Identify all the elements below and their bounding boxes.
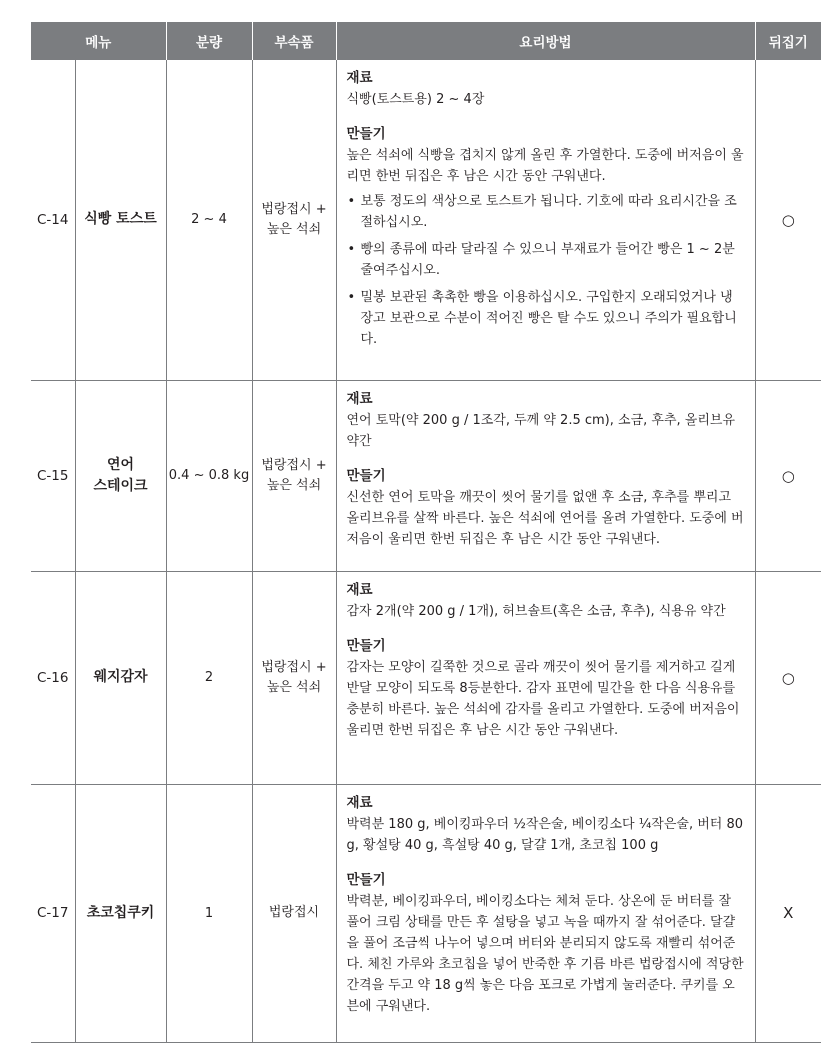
recipe-method xyxy=(336,60,755,380)
recipe-flip: ○ xyxy=(755,380,821,571)
ingredients-heading: 재료 xyxy=(346,70,373,86)
table-row xyxy=(31,380,821,571)
table-row xyxy=(31,60,821,380)
instructions-text: 신선한 연어 토막을 깨끗이 씻어 물기를 없앤 후 소금, 후추를 뿌리고 올리브유를 살짝 바른다. 높은 석쇠에 연어를 올려 가열한다. 도중에 버저음이 울리면 한번 뒤집은 후 남은 시간 동안 구워낸다. xyxy=(346,489,744,547)
header-flip: 뒤집기 xyxy=(755,22,821,60)
recipe-parts: 법랑접시 xyxy=(252,784,336,1042)
header-amount: 분량 xyxy=(166,22,252,60)
tip-item: • 빵의 종류에 따라 달라질 수 있으니 부재료가 들어간 빵은 1 ~ 2분 줄여주십시오. xyxy=(347,239,745,281)
tips-list xyxy=(347,191,745,350)
recipe-flip: ○ xyxy=(755,571,821,784)
table-header-row xyxy=(31,22,821,60)
ingredients-text: 연어 토막(약 200 g / 1조각, 두께 약 2.5 cm), 소금, 후추, 올리브유 약간 xyxy=(346,412,736,449)
instructions-text: 높은 석쇠에 식빵을 겹치지 않게 올린 후 가열한다. 도중에 버저음이 울리면 한번 뒤집은 후 남은 시간 동안 구워낸다. xyxy=(346,148,744,184)
header-method: 요리방법 xyxy=(336,22,755,60)
instructions-heading: 만들기 xyxy=(346,467,386,484)
recipe-method xyxy=(336,784,755,1042)
instructions-text: 감자는 모양이 길쭉한 것으로 골라 깨끗이 씻어 물기를 제거하고 길게 반달 모양이 되도록 8등분한다. 감자 표면에 밀간을 한 다음 식용유를 충분히 바른다. 높은 석쇠에 감자를 올리고 가열한다. 도중에 버저음이 울리면 한번 뒤집은 후 남은 시간 동안 구워낸다. xyxy=(346,659,740,738)
recipe-code: C-16 xyxy=(31,571,75,784)
recipe-amount: 2 xyxy=(166,571,252,784)
tip-item: • 밀봉 보관된 촉촉한 빵을 이용하십시오. 구입한지 오래되었거나 냉장고 보관으로 수분이 적어진 빵은 탈 수도 있으니 주의가 필요합니다. xyxy=(347,287,745,350)
ingredients-text: 식빵(토스트용) 2 ~ 4장 xyxy=(346,92,485,107)
ingredients-text: 박력분 180 g, 베이킹파우더 ½작은술, 베이킹소다 ¼작은술, 버터 80 g, 황설탕 40 g, 흑설탕 40 g, 달걀 1개, 초코칩 100 g xyxy=(346,816,744,853)
table-row xyxy=(31,571,821,784)
recipe-menu: 연어 스테이크 xyxy=(75,380,166,571)
recipe-amount: 1 xyxy=(166,784,252,1042)
recipe-menu: 초코칩쿠키 xyxy=(75,784,166,1042)
recipe-code: C-17 xyxy=(31,784,75,1042)
recipe-menu: 웨지감자 xyxy=(75,571,166,784)
instructions-text: 박력분, 베이킹파우더, 베이킹소다는 체쳐 둔다. 상온에 둔 버터를 잘 풀어 크림 상태를 만든 후 설탕을 넣고 녹을 때까지 잘 섞어준다. 달걀을 풀어 조금씩 나누어 넣으며 버터와 분리되지 않도록 재빨리 섞어준다. 체친 가루와 초코칩을 넣어 반죽한 후 기름 바른 법랑접시에 적당한 간격을 두고 약 18 g씩 놓은 다음 포크로 가볍게 눌러준다. 쿠키를 오븐에 구워낸다. xyxy=(346,893,744,1014)
header-parts: 부속품 xyxy=(252,22,336,60)
header-menu: 메뉴 xyxy=(31,22,166,60)
tip-item: • 보통 정도의 색상으로 토스트가 됩니다. 기호에 따라 요리시간을 조절하십시오. xyxy=(347,191,745,233)
recipe-flip: X xyxy=(755,784,821,1042)
ingredients-heading: 재료 xyxy=(346,390,373,407)
recipe-method xyxy=(336,380,755,571)
ingredients-text: 감자 2개(약 200 g / 1개), 허브솔트(혹은 소금, 후추), 식용유 약간 xyxy=(346,603,726,619)
recipe-menu: 식빵 토스트 xyxy=(75,60,166,380)
recipe-amount: 0.4 ~ 0.8 kg xyxy=(166,380,252,571)
recipe-flip: ○ xyxy=(755,60,821,380)
recipe-parts: 법랑접시 + 높은 석쇠 xyxy=(252,571,336,784)
recipe-parts: 법랑접시 + 높은 석쇠 xyxy=(252,60,336,380)
recipe-method xyxy=(336,571,755,784)
ingredients-heading: 재료 xyxy=(346,794,373,811)
instructions-heading: 만들기 xyxy=(346,126,386,142)
recipe-code: C-14 xyxy=(31,60,75,380)
recipe-parts: 법랑접시 + 높은 석쇠 xyxy=(252,380,336,571)
instructions-heading: 만들기 xyxy=(346,637,386,654)
recipe-table xyxy=(31,22,821,1043)
recipe-code: C-15 xyxy=(31,380,75,571)
instructions-heading: 만들기 xyxy=(346,871,386,888)
recipe-amount: 2 ~ 4 xyxy=(166,60,252,380)
table-row xyxy=(31,784,821,1042)
ingredients-heading: 재료 xyxy=(346,581,373,598)
